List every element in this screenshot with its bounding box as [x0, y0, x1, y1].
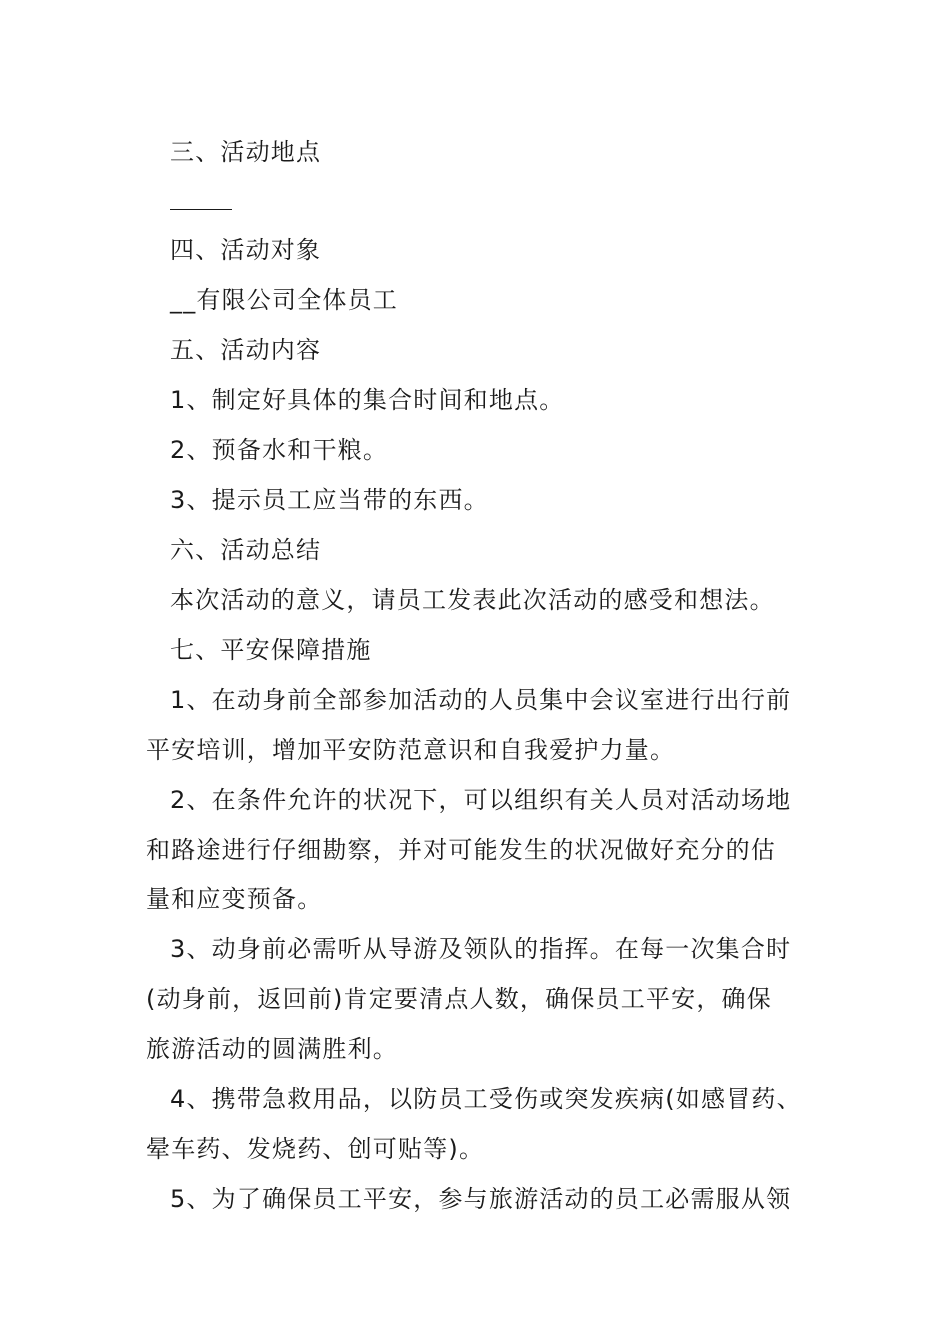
- list-item: 2、预备水和干粮。: [170, 436, 389, 464]
- section-heading-participants: 四、活动对象: [170, 236, 322, 264]
- paragraph-line: (动身前，返回前)肯定要清点人数，确保员工平安，确保: [146, 985, 772, 1013]
- paragraph-line: 晕车药、发烧药、创可贴等)。: [146, 1135, 485, 1163]
- list-item: 1、在动身前全部参加活动的人员集中会议室进行出行前: [170, 686, 792, 714]
- list-item: 1、制定好具体的集合时间和地点。: [170, 386, 565, 414]
- paragraph-line: 平安培训，增加平安防范意识和自我爱护力量。: [146, 736, 676, 764]
- paragraph-line: 和路途进行仔细勘察，并对可能发生的状况做好充分的估: [146, 836, 776, 864]
- list-item: 2、在条件允许的状况下，可以组织有关人员对活动场地: [170, 786, 792, 814]
- blank-fill-line: [170, 209, 232, 210]
- paragraph-line: 量和应变预备。: [146, 885, 323, 913]
- section-heading-safety: 七、平安保障措施: [170, 636, 372, 664]
- list-item: 3、提示员工应当带的东西。: [170, 486, 489, 514]
- list-item: 5、为了确保员工平安，参与旅游活动的员工必需服从领: [170, 1185, 792, 1213]
- paragraph-line: 旅游活动的圆满胜利。: [146, 1035, 398, 1063]
- section-heading-summary: 六、活动总结: [170, 536, 322, 564]
- paragraph-line: __有限公司全体员工: [170, 286, 398, 314]
- list-item: 3、动身前必需听从导游及领队的指挥。在每一次集合时: [170, 935, 792, 963]
- section-heading-content: 五、活动内容: [170, 336, 322, 364]
- section-heading-location: 三、活动地点: [170, 138, 322, 166]
- list-item: 4、携带急救用品，以防员工受伤或突发疾病(如感冒药、: [170, 1085, 802, 1113]
- paragraph-line: 本次活动的意义，请员工发表此次活动的感受和想法。: [170, 586, 775, 614]
